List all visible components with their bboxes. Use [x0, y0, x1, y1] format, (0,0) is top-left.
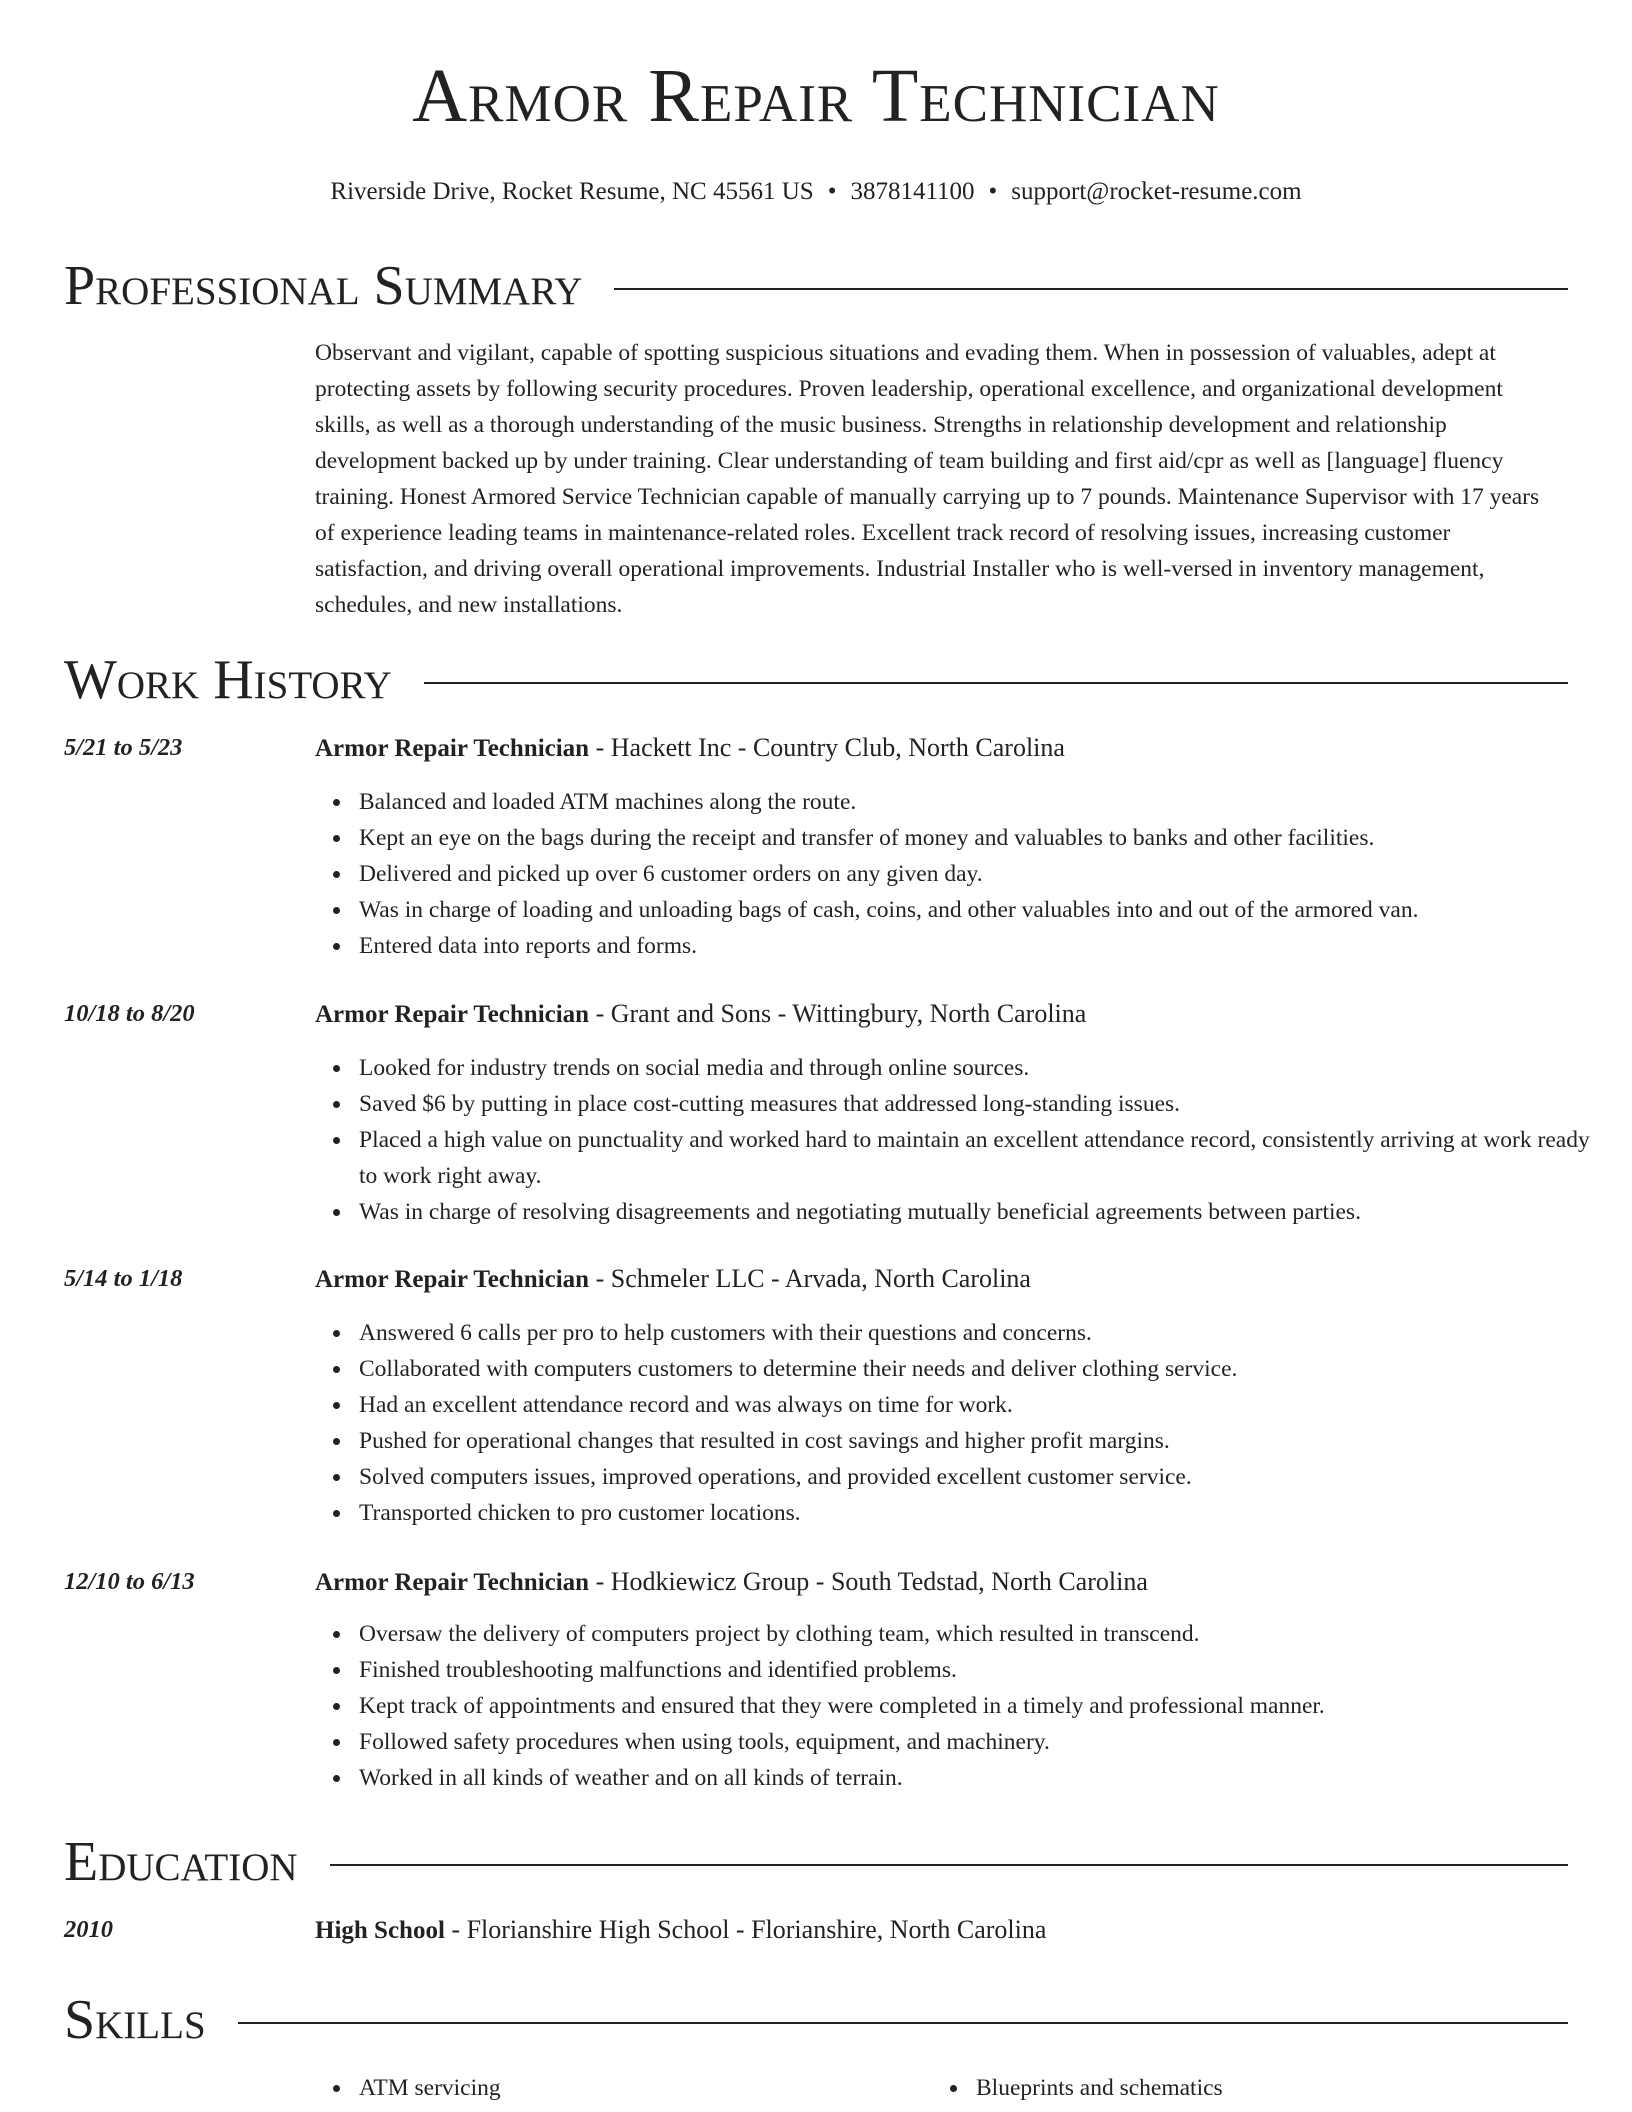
skill-item: ATM servicing	[315, 2070, 932, 2106]
list-item: Kept an eye on the bags during the receipt and transfer of money and valuables to banks and other facilities.	[359, 820, 1599, 856]
section-divider	[614, 288, 1568, 290]
job-bullets	[315, 1616, 1599, 1796]
skills-header	[64, 1989, 1568, 2051]
section-divider	[424, 682, 1568, 684]
list-item: Balanced and loaded ATM machines along the route.	[359, 784, 1599, 820]
job-role: Armor Repair Technician	[315, 735, 590, 762]
list-item: Worked in all kinds of weather and on all kinds of terrain.	[359, 1760, 1599, 1796]
section-title-summary: Professional Summary	[64, 255, 583, 317]
education-heading	[315, 1912, 1046, 1949]
education-year: 2010	[64, 1916, 113, 1943]
job-heading	[315, 730, 1065, 767]
list-item: Collaborated with computers customers to determine their needs and deliver clothing service.	[359, 1351, 1599, 1387]
job-employer: - Grant and Sons - Wittingbury, North Carolina	[589, 999, 1087, 1028]
job-employer: - Hackett Inc - Country Club, North Carolina	[589, 733, 1065, 762]
list-item: Was in charge of resolving disagreements and negotiating mutually beneficial agreements between parties.	[359, 1194, 1599, 1230]
job-heading	[315, 1261, 1031, 1298]
list-item: Had an excellent attendance record and was always on time for work.	[359, 1387, 1599, 1423]
job-employer: - Hodkiewicz Group - South Tedstad, North Carolina	[589, 1567, 1148, 1596]
skills-list	[315, 2070, 1555, 2106]
list-item: Solved computers issues, improved operations, and provided excellent customer service.	[359, 1459, 1599, 1495]
list-item: Pushed for operational changes that resulted in cost savings and higher profit margins.	[359, 1423, 1599, 1459]
section-title-skills: Skills	[64, 1989, 206, 2051]
list-item: Looked for industry trends on social media and through online sources.	[359, 1050, 1599, 1086]
resume-name: Armor Repair Technician	[412, 54, 1220, 138]
list-item: Kept track of appointments and ensured that they were completed in a timely and professional manner.	[359, 1688, 1599, 1724]
education-school: - Florianshire High School - Florianshire, North Carolina	[444, 1915, 1047, 1944]
summary-text: Observant and vigilant, capable of spotting suspicious situations and evading them. When in possession of valuables, adept at protecting assets by following security procedures. Proven leadership, operational excellence, and organizational development skills, as well as a thorough understanding of the music business. Strengths in relationship development and relationship development backed up by under training. Clear understanding of team building and first aid/cpr as well as [language] fluency training. Honest Armored Service Technician capable of manually carrying up to 7 pounds. Maintenance Supervisor with 17 years of experience leading teams in maintenance-related roles. Excellent track record of resolving issues, increasing customer satisfaction, and driving overall operational improvements. Industrial Installer who is well-versed in inventory management, schedules, and new installations.	[315, 340, 1540, 618]
contact-separator: •	[988, 178, 998, 205]
list-item: Placed a high value on punctuality and worked hard to maintain an excellent attendance record, consistently arriving at work ready to work right away.	[359, 1122, 1599, 1194]
job-heading	[315, 1564, 1148, 1601]
job-dates: 5/14 to 1/18	[64, 1265, 183, 1292]
list-item: Transported chicken to pro customer locations.	[359, 1495, 1599, 1531]
job-dates: 5/21 to 5/23	[64, 734, 183, 761]
summary-header	[64, 255, 1568, 317]
section-divider	[238, 2022, 1568, 2024]
list-item: Answered 6 calls per pro to help customers with their questions and concerns.	[359, 1315, 1599, 1351]
skill-item: Blueprints and schematics	[932, 2070, 1549, 2106]
contact-phone: 3878141100	[850, 178, 975, 205]
work-history-header	[64, 649, 1568, 711]
section-divider	[330, 1864, 1568, 1866]
list-item: Finished troubleshooting malfunctions and identified problems.	[359, 1652, 1599, 1688]
job-bullets	[315, 1050, 1599, 1230]
contact-separator: •	[827, 178, 837, 205]
job-heading	[315, 996, 1086, 1033]
section-title-education: Education	[64, 1831, 298, 1893]
contact-email: support@rocket-resume.com	[1011, 178, 1302, 205]
job-dates: 10/18 to 8/20	[64, 1000, 195, 1027]
contact-address: Riverside Drive, Rocket Resume, NC 45561 US	[330, 178, 814, 205]
list-item: Followed safety procedures when using tools, equipment, and machinery.	[359, 1724, 1599, 1760]
education-degree: High School	[315, 1917, 445, 1944]
job-role: Armor Repair Technician	[315, 1569, 590, 1596]
list-item: Entered data into reports and forms.	[359, 928, 1599, 964]
list-item: Saved $6 by putting in place cost-cutting measures that addressed long-standing issues.	[359, 1086, 1599, 1122]
contact-line	[0, 175, 1632, 209]
list-item: Oversaw the delivery of computers project by clothing team, which resulted in transcend.	[359, 1616, 1599, 1652]
list-item: Was in charge of loading and unloading bags of cash, coins, and other valuables into and out of the armored van.	[359, 892, 1599, 928]
section-title-work: Work History	[64, 649, 392, 711]
job-bullets	[315, 1315, 1599, 1531]
education-header	[64, 1831, 1568, 1893]
job-employer: - Schmeler LLC - Arvada, North Carolina	[589, 1264, 1031, 1293]
job-bullets	[315, 784, 1599, 964]
job-dates: 12/10 to 6/13	[64, 1568, 195, 1595]
list-item: Delivered and picked up over 6 customer orders on any given day.	[359, 856, 1599, 892]
job-role: Armor Repair Technician	[315, 1001, 590, 1028]
job-role: Armor Repair Technician	[315, 1266, 590, 1293]
